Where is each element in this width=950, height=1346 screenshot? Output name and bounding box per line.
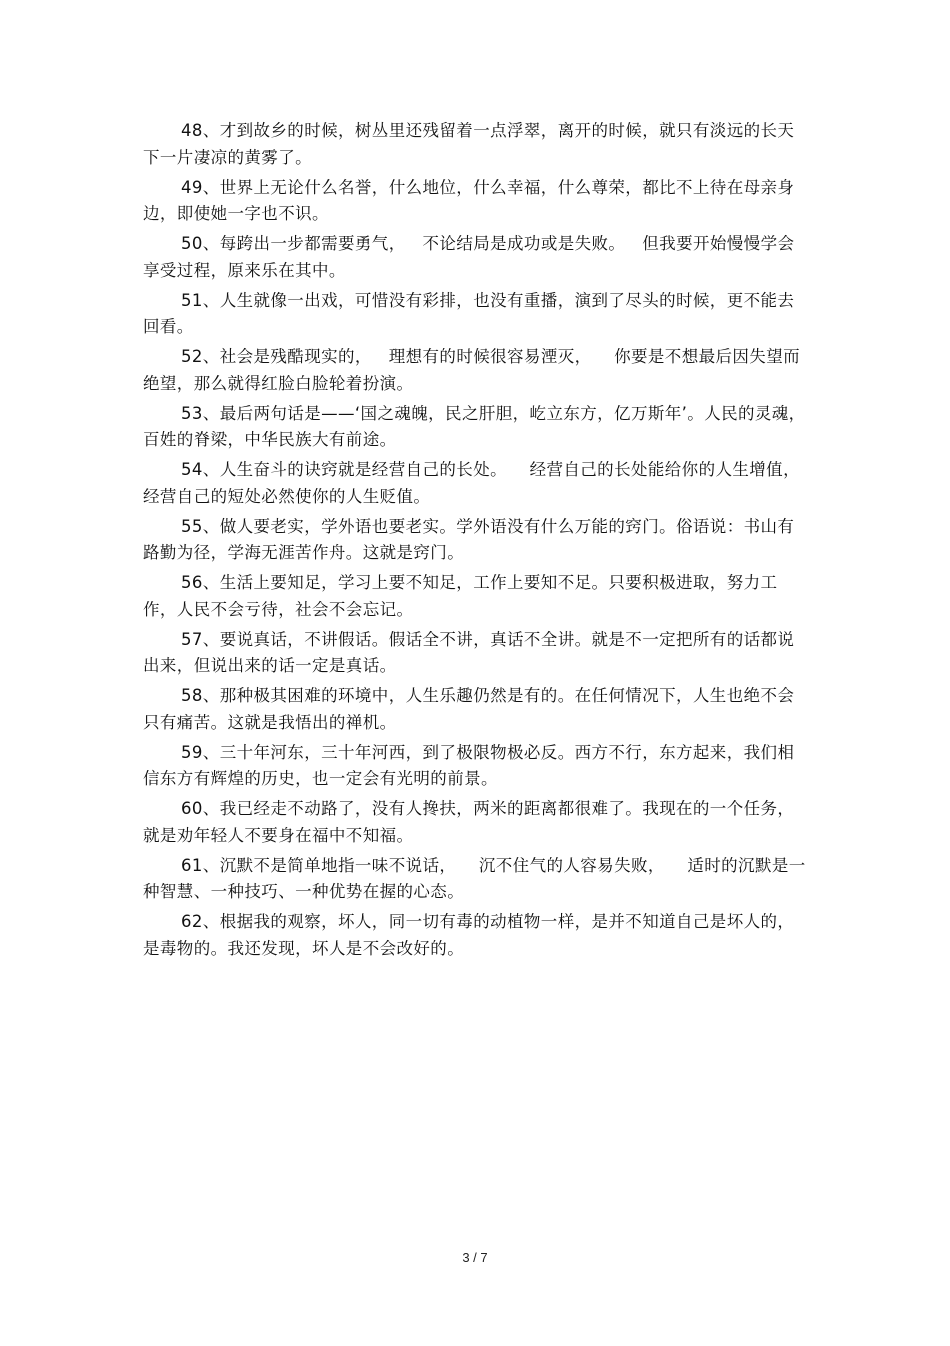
paragraph-56: 56、生活上要知足，学习上要不知足，工作上要知不足。只要积极进取，努力工作，人民不会亏待，社会不会忘记。 <box>143 573 778 619</box>
paragraph-60: 60、我已经走不动路了，没有人搀扶，两米的距离都很难了。我现在的一个任务，就是劝年轻人不要身在福中不知福。 <box>143 799 795 845</box>
paragraph-52: 52、社会是残酷现实的， 理想有的时候很容易湮灭， 你要是不想最后因失望而绝望，那么就得红脸白脸轮着扮演。 <box>143 347 801 393</box>
paragraph-62: 62、根据我的观察，坏人，同一切有毒的动植物一样，是并不知道自己是坏人的，是毒物的。我还发现，坏人是不会改好的。 <box>143 912 795 958</box>
paragraph-48: 48、才到故乡的时候，树丛里还残留着一点浮翠，离开的时候，就只有淡远的长天下一片凄凉的黄雾了。 <box>143 121 795 167</box>
document-body <box>143 118 807 966</box>
paragraph-57: 57、要说真话，不讲假话。假话全不讲，真话不全讲。就是不一定把所有的话都说出来，但说出来的话一定是真话。 <box>143 629 795 675</box>
paragraph-61: 61、沉默不是简单地指一味不说话， 沉不住气的人容易失败， 适时的沉默是一种智慧、一种技巧、一种优势在握的心态。 <box>143 855 806 901</box>
paragraph-59: 59、三十年河东，三十年河西，到了极限物极必反。西方不行，东方起来，我们相信东方有辉煌的历史，也一定会有光明的前景。 <box>143 742 795 788</box>
paragraph-49: 49、世界上无论什么名誉，什么地位，什么幸福，什么尊荣，都比不上待在母亲身边，即使她一字也不识。 <box>143 177 795 223</box>
paragraph-54: 54、人生奋斗的诀窍就是经营自己的长处。 经营自己的长处能给你的人生增值，经营自己的短处必然使你的人生贬值。 <box>143 460 800 506</box>
paragraph-50: 50、每跨出一步都需要勇气， 不论结局是成功或是失败。 但我要开始慢慢学会享受过程，原来乐在其中。 <box>143 234 795 280</box>
page-number: 3 / 7 <box>462 1250 488 1265</box>
paragraph-51: 51、人生就像一出戏，可惜没有彩排，也没有重播，演到了尽头的时候，更不能去回看。 <box>143 290 795 336</box>
paragraph-53: 53、最后两句话是——‘国之魂魄，民之肝胆，屹立东方，亿万斯年’。人民的灵魂，百姓的脊梁，中华民族大有前途。 <box>143 403 806 449</box>
paragraph-58: 58、那种极其困难的环境中，人生乐趣仍然是有的。在任何情况下，人生也绝不会只有痛苦。这就是我悟出的禅机。 <box>143 686 795 732</box>
paragraph-55: 55、做人要老实，学外语也要老实。学外语没有什么万能的窍门。俗语说：书山有路勤为径，学海无涯苦作舟。这就是窍门。 <box>143 516 795 562</box>
